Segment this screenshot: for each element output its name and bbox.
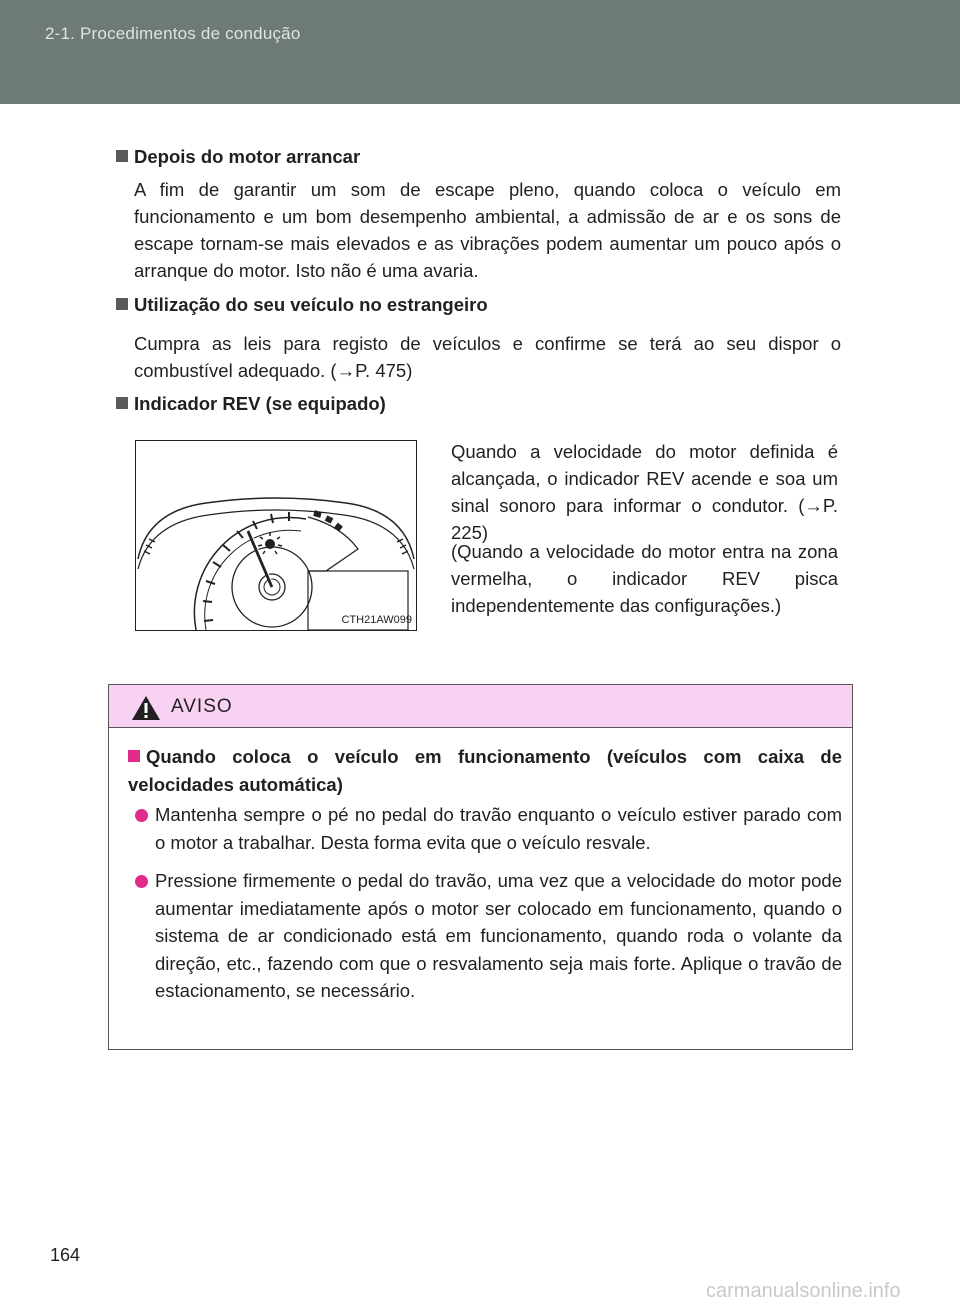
paragraph-estrangeiro: Cumpra as leis para registo de veículos e confirme se terá ao seu dispor o combustível adequado. (→P. 475): [134, 333, 841, 381]
page-number: 164: [50, 1245, 81, 1265]
round-bullet-icon: [135, 809, 148, 822]
warning-bullet: [155, 867, 842, 1005]
warning-box: [108, 684, 853, 1050]
instrument-cluster-illustration: [136, 441, 416, 630]
heading-text: Utilização do seu veículo no estrangeiro: [134, 294, 488, 315]
heading-indicador-rev: [116, 393, 386, 415]
warning-bullet-text: Mantenha sempre o pé no pedal do travão enquanto o veículo estiver parado com o motor a trabalhar. Desta forma evita que o veículo resvale.: [155, 804, 842, 853]
warning-bullet: [155, 801, 842, 856]
heading-estrangeiro: [116, 294, 488, 316]
warning-triangle-icon: [130, 694, 162, 722]
square-bullet-icon: [116, 150, 128, 162]
watermark: carmanualsonline.info: [706, 1280, 901, 1302]
round-bullet-icon: [135, 875, 148, 888]
figure-caption-2: (Quando a velocidade do motor entra na zona vermelha, o indicador REV pisca independentemente das configurações.): [451, 541, 838, 616]
square-bullet-icon: [128, 750, 140, 762]
warning-header: [109, 685, 852, 728]
heading-depois-do-motor: [116, 146, 360, 168]
heading-text: Depois do motor arrancar: [134, 146, 361, 167]
figure-caption-1: Quando a velocidade do motor definida é alcançada, o indicador REV acende e soa um sinal sonoro para informar o condutor. (→P. 225): [451, 441, 838, 543]
figure-code: CTH21AW099: [341, 614, 412, 626]
square-bullet-icon: [116, 397, 128, 409]
section-title: 2-1. Procedimentos de condução: [45, 24, 301, 43]
heading-text: Indicador REV (se equipado): [134, 393, 386, 414]
square-bullet-icon: [116, 298, 128, 310]
paragraph-depois-do-motor: A fim de garantir um som de escape pleno, quando coloca o veículo em funcionamento e um bom desempenho ambiental, a admissão de ar e os sons de escape tornam-se mais elevados e as vibrações podem aumentar um pouco após o arranque do motor. Isto não é uma avaria.: [134, 179, 841, 281]
rev-indicator-figure: [135, 440, 417, 631]
warning-heading: [128, 743, 842, 799]
warning-title: AVISO: [171, 696, 233, 717]
warning-heading-text: Quando coloca o veículo em funcionamento (veículos com caixa de velocidades automática): [128, 746, 842, 795]
warning-bullet-text: Pressione firmemente o pedal do travão, uma vez que a velocidade do motor pode aumentar imediatamente após o motor ser colocado em funcionamento, quando o sistema de ar condicionado está em funcionamento, quando roda o volante da direção, etc., fazendo com que o resvalamento seja mais forte. Aplique o travão de estacionamento, se necessário.: [155, 870, 842, 1001]
page-header: [0, 0, 960, 104]
